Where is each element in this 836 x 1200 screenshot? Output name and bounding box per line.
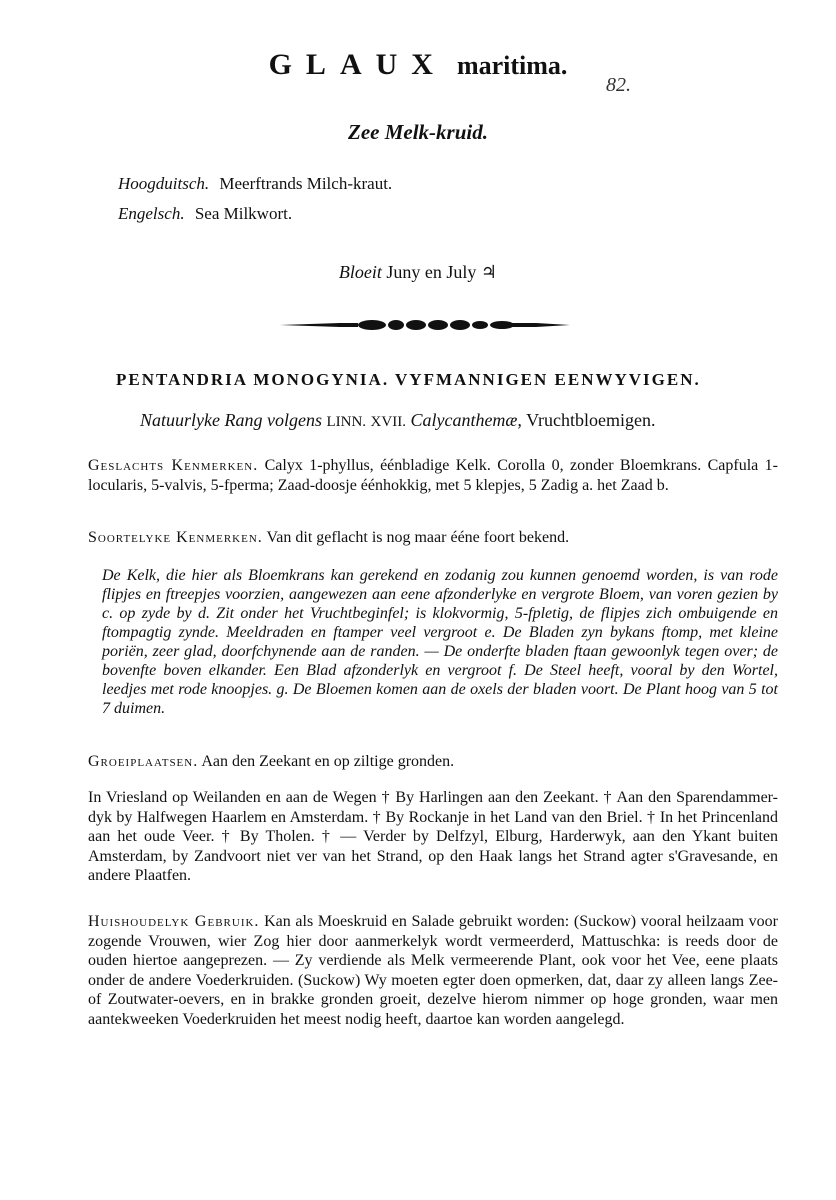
- english-name: Sea Milkwort.: [194, 204, 293, 223]
- flowering-label: Bloeit: [338, 262, 382, 282]
- rank-author: LINN.: [326, 414, 367, 430]
- rank-dutch: Vruchtbloemigen.: [526, 410, 656, 430]
- handwritten-page-number: 82.: [606, 74, 631, 96]
- german-name-line: [118, 174, 392, 194]
- uses-text: Kan als Moeskruid en Salade gebruikt worden: (Suckow) vooral heilzaam voor zogende Vrouwen, wier Zog hier door aanmerkelyk wordt vermeerderd, Mattuschka: is reeds door de ouden hiertoe aangeprezen. — Zy verdiende als Melk vermeerende Plant, ook voor het Vee, eene plaats onder de andere Voederkruiden. (Suckow) Wy moeten egter doen opmerken, dat, daar zy alleen langs Zee- of Zoutwater-oevers, en in brakke gronden groeit, dezelve hierom nimmer op hoge gronden, waar men aantekweeken Voederkruiden het meest nodig heeft, daartoe kan worden aangelegd.: [88, 913, 779, 1028]
- localities-paragraph: In Vriesland op Weilanden en aan de Wegen † By Harlingen aan den Zeekant. † Aan den Sparendammer-dyk by Halfwegen Haarlem en Amsterdam. † By Rockanje in het Land van den Briel. † In het Princenland aan het oude Veer. † By Tholen. † — Verder by Delfzyl, Elburg, Harderwyk, aan den Ykant buiten Amsterdam, by Zandvoort niet ver van het Strand, op den Haak langs het Strand agter s'Gravesande, en andere Plaatfen.: [88, 789, 778, 884]
- english-name-line: [118, 204, 292, 224]
- ornament-divider: [280, 318, 570, 332]
- genus-characters-heading: Geslachts Kenmerken.: [88, 457, 259, 474]
- common-name: Zee Melk-kruid.: [348, 120, 488, 144]
- description-paragraph: De Kelk, die hier als Bloemkrans kan gerekend en zodanig zou kunnen genoemd worden, is van rode flipjes en ftreepjes voorzien, aangewezen aan eene afzonderlyke en vergrote Bloem, van voren gezien by c. op zyde by d. Zit onder het Vruchtbeginfel; is klokvormig, 5-fpletig, de flipjes zich ombuigende en ftompagtig zynde. Meeldraden en ftamper veel vergroot e. De Bladen zyn bykans ftomp, met kleine poriën, zeer glad, doorfchynende aan de randen. — De onderfte bladen ftaan gewoonlyk tegen over; de bovenfte boven elkander. Een Blad afzonderlyk en vergroot f. De Steel heeft, vooral by den Wortel, leedjes met rode knoopjes. g. De Bloemen komen aan de oxels der bladen voort. De Plant hoog van 5 tot 7 duimen.: [102, 567, 778, 717]
- natural-rank-line: [140, 410, 656, 431]
- genus-characters-paragraph: [88, 456, 778, 495]
- rank-number: XVII.: [370, 414, 406, 430]
- genus-name: GLAUX: [268, 48, 447, 81]
- uses-paragraph: [88, 912, 778, 1029]
- rank-label: Natuurlyke Rang volgens: [140, 410, 322, 430]
- linnaean-classification: PENTANDRIA MONOGYNIA. VYFMANNIGEN EENWYVIGEN.: [116, 370, 701, 389]
- species-characters-heading: Soortelyke Kenmerken.: [88, 529, 263, 546]
- habitat-text: Aan den Zeekant en op ziltige gronden.: [201, 753, 455, 770]
- species-characters-paragraph: [88, 528, 778, 548]
- species-characters-text: Van dit geflacht is nog maar ééne foort bekend.: [266, 529, 570, 546]
- rank-latin: Calycanthemæ,: [410, 410, 522, 430]
- flowering-value: Juny en July ♃: [386, 262, 498, 282]
- genus-characters-text: Calyx 1-phyllus, éénbladige Kelk. Corolla 0, zonder Bloemkrans. Capfula 1-locularis, 5-valvis, 5-fperma; Zaad-doosje éénhokkig, met 5 klepjes, 5 Zadig a. het Zaad b.: [88, 457, 778, 494]
- english-label: Engelsch.: [118, 204, 185, 223]
- german-name: Meerftrands Milch-kraut.: [219, 174, 393, 193]
- uses-heading: Huishoudelyk Gebruik.: [88, 913, 260, 930]
- german-label: Hoogduitsch.: [118, 174, 210, 193]
- page-title: [0, 48, 836, 82]
- species-name: maritima.: [456, 51, 568, 80]
- habitat-paragraph: [88, 752, 778, 772]
- habitat-heading: Groeiplaatsen.: [88, 753, 199, 770]
- flowering-line: [0, 262, 836, 283]
